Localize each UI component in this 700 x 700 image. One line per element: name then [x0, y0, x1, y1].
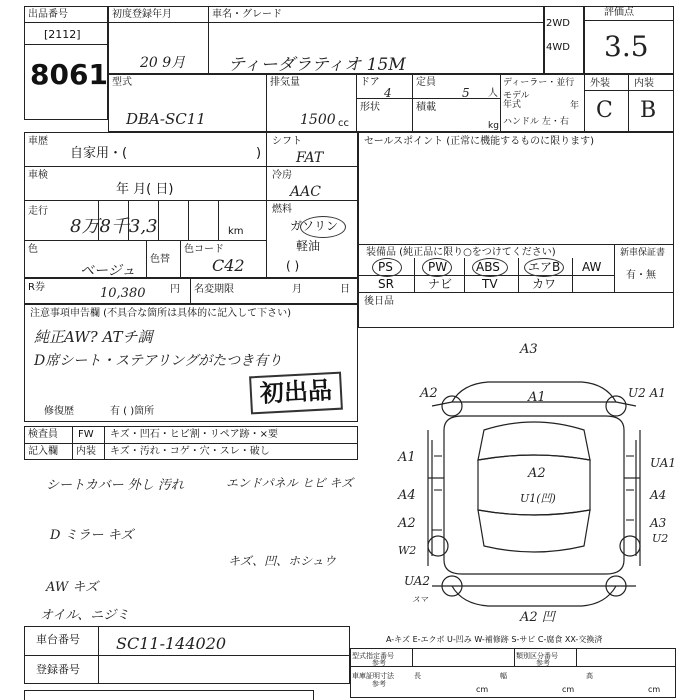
mark-rear: A2 凹 — [520, 610, 555, 625]
equip-tv: TV — [482, 277, 498, 291]
load-label: 積載 — [416, 102, 436, 113]
mileage-value: 8万8千3,3 — [70, 216, 158, 237]
garage-cm-3: cm — [648, 685, 661, 694]
garage-label: 車庫証明寸法 — [352, 672, 394, 680]
lot-code: [2112] — [44, 28, 81, 41]
fuel-gas: ガソリン — [290, 219, 339, 233]
fuel-paren: ( ) — [286, 259, 300, 273]
first-reg-label: 初度登録年月 — [112, 9, 172, 20]
garage-ref: 参考 — [372, 680, 386, 688]
equip-pw: PW — [428, 260, 448, 274]
mark-left-mid: A4 — [398, 488, 416, 503]
garage-width: 幅 — [500, 672, 507, 680]
grade-label: 評価点 — [604, 7, 634, 18]
first-listing-stamp — [249, 372, 343, 415]
mark-left-bottom: UA2 — [404, 574, 431, 588]
type-label: 型式 — [112, 77, 132, 88]
model-year-label: モデル年式 — [503, 91, 530, 110]
lot-label: 出品番号 — [28, 9, 68, 20]
entry-items: キズ・汚れ・コゲ・穴・スレ・破し — [110, 446, 270, 457]
equip-leather: カワ — [532, 277, 557, 291]
equip-sr: SR — [378, 277, 394, 291]
equip-navi: ナビ — [428, 277, 453, 291]
chassis-label: 車台番号 — [36, 633, 80, 646]
inspection-value: 年 月( 日) — [116, 182, 174, 197]
equipment-label: 装備品 (純正品に限り○をつけてください) — [366, 247, 556, 258]
bottom-strip — [24, 690, 314, 700]
drive-2wd: 2WD — [546, 18, 570, 29]
garage-length: 長 — [414, 672, 421, 680]
note-line-2: D席シート・ステアリングがたつき有り — [34, 353, 283, 369]
capacity-unit: 人 — [488, 88, 498, 99]
first-reg-value: 20 9月 — [140, 55, 186, 71]
remark-line-3: キズ、凹、ホシュウ — [228, 554, 336, 568]
history-close: ) — [256, 146, 262, 161]
displacement-value: 1500 — [300, 112, 336, 128]
ac-value: AAC — [290, 184, 321, 200]
mark-left-w: W2 — [398, 544, 417, 557]
warranty-label: 新車保証書 — [620, 248, 666, 258]
mark-hood: A2 — [528, 466, 546, 481]
model-value: ティーダラティオ 15M — [228, 55, 406, 75]
exterior-value: C — [596, 98, 613, 123]
history-label: 車歴 — [28, 136, 48, 147]
model-year-unit: 年 — [570, 101, 580, 111]
later-label: 後日品 — [364, 296, 394, 307]
recycle-label: R券 — [28, 282, 45, 293]
color-label: 色 — [28, 244, 38, 255]
bottom-field-4: 参考 — [536, 659, 550, 667]
sales-block — [358, 132, 674, 328]
equip-abs-circle — [472, 258, 508, 277]
equip-airbag-circle — [524, 258, 564, 277]
bottom-fields — [350, 648, 676, 698]
equip-ps-circle — [372, 258, 402, 277]
equip-ps: PS — [378, 260, 393, 274]
inspector-fw: FW — [78, 429, 94, 440]
mileage-label: 走行 — [28, 206, 48, 217]
door-value: 4 — [384, 86, 392, 100]
equip-airbag: エアB — [528, 260, 561, 274]
equip-pw-circle — [422, 258, 452, 277]
mark-right-top: U2 A1 — [628, 386, 666, 400]
mark-left-lower: A2 — [398, 516, 416, 531]
shift-value: FAT — [296, 150, 324, 166]
remark-line-1b: エンドパネル ヒビ キズ — [226, 476, 354, 490]
registration-label: 登録番号 — [36, 663, 80, 676]
recycle-row — [24, 278, 358, 304]
inspection-label: 車検 — [28, 170, 48, 181]
damage-legend: A-キズ E-エクボ U-凹み W-補修跡 S-サビ C-腐食 XX-交換済 — [386, 635, 603, 644]
drive-4wd: 4WD — [546, 42, 570, 53]
warranty-value: 有・無 — [626, 270, 656, 281]
handle-label: ハンドル 左・右 — [503, 117, 569, 127]
shift-label: シフト — [272, 136, 302, 147]
remark-line-2: D ミラー キズ — [50, 528, 134, 543]
bottom-field-2: 類別区分番号 — [516, 652, 558, 660]
equip-aw: AW — [582, 260, 602, 274]
entry-interior: 内装 — [76, 446, 96, 457]
remark-line-1: シートカバー 外し 汚れ — [46, 478, 184, 493]
dealer-label: ディーラー・並行 — [503, 78, 575, 88]
capacity-label: 定員 — [416, 77, 436, 88]
bottom-field-3: 参考 — [372, 659, 386, 667]
interior-label: 内装 — [634, 78, 654, 89]
mark-right-lower: A3 — [650, 516, 667, 530]
bottom-field-1: 型式指定番号 — [352, 652, 394, 660]
history-value: 自家用・( — [70, 146, 128, 161]
chassis-value: SC11-144020 — [116, 634, 227, 653]
interior-value: B — [640, 98, 657, 123]
repair-value: 有 ( )箇所 — [110, 406, 155, 417]
meigi-label: 名変期限 — [194, 284, 234, 295]
mark-left-mirror: スマ — [412, 595, 428, 604]
shape-label: 形状 — [360, 102, 380, 113]
repair-label: 修復歴 — [44, 406, 74, 417]
color-code-label: 色コード — [184, 244, 224, 255]
notes-label: 注意事項申告欄 (不具合な箇所は具体的に記入して下さい) — [30, 308, 291, 319]
mark-left-front: A2 — [420, 386, 438, 401]
mark-right-upper: UA1 — [650, 456, 677, 470]
displacement-label: 排気量 — [270, 77, 300, 88]
color-change-label: 色替 — [150, 254, 170, 265]
mark-left-upper: A1 — [398, 450, 416, 465]
sales-point-label: セールスポイント (正常に機能するものに限ります) — [364, 136, 595, 147]
first-listing-stamp-text: 初出品 — [259, 376, 333, 408]
remark-line-4: AW キズ — [46, 580, 99, 595]
note-line-1: 純正AW? ATチ調 — [34, 328, 153, 346]
mark-right-u2: U2 — [652, 532, 669, 545]
type-value: DBA-SC11 — [126, 110, 206, 128]
recycle-value: 10,380 — [100, 286, 146, 301]
garage-height: 高 — [586, 672, 593, 680]
mark-hood-sub: U1(凹) — [520, 492, 556, 505]
color-value: ベージュ — [80, 263, 136, 279]
exterior-label: 外装 — [590, 78, 610, 89]
drive-box — [544, 6, 584, 74]
garage-cm-1: cm — [476, 685, 489, 694]
fuel-label: 燃料 — [272, 204, 292, 215]
remark-line-5: オイル、ニジミ — [40, 608, 130, 623]
grade-value: 3.5 — [604, 30, 649, 63]
mark-roof: A1 — [528, 390, 546, 405]
garage-cm-2: cm — [562, 685, 575, 694]
recycle-unit: 円 — [170, 284, 180, 295]
model-label: 車名・グレード — [212, 9, 282, 20]
fuel-diesel: 軽油 — [296, 239, 321, 253]
meigi-month: 月 — [292, 284, 302, 295]
door-label: ドア — [360, 77, 380, 88]
mark-top: A3 — [520, 342, 538, 357]
fuel-gas-circle — [300, 216, 346, 238]
load-unit: kg — [488, 121, 499, 131]
displacement-unit: cc — [338, 118, 349, 129]
lot-number: 8061 — [30, 58, 108, 91]
ac-label: 冷房 — [272, 170, 292, 181]
entry-label: 記入欄 — [28, 446, 58, 457]
mark-right-mid: A4 — [650, 488, 667, 502]
equip-abs: ABS — [476, 260, 500, 274]
mileage-unit: km — [228, 226, 244, 237]
color-code-value: C42 — [212, 256, 245, 275]
capacity-value: 5 — [462, 86, 470, 100]
inspector-label: 検査員 — [28, 429, 58, 440]
meigi-day: 日 — [340, 284, 350, 295]
inspector-items: キズ・凹石・ヒビ割・リペア跡・×要 — [110, 429, 278, 440]
